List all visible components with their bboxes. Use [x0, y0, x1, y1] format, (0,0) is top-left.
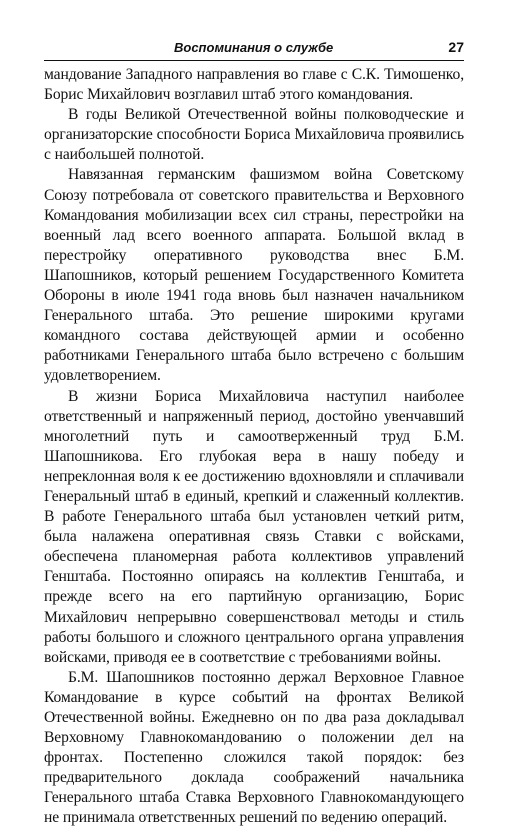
paragraph-1: мандование Западного направления во главе с С.К. Тимошенко, Борис Михайлович возглавил штаб этого командования.: [44, 66, 464, 104]
paragraph-2: В годы Великой Отечественной войны полководческие и организаторские способности Бориса Михайловича проявились с наибольшей полнотой.: [44, 106, 464, 164]
body-text: [44, 65, 464, 829]
running-header: [44, 38, 464, 61]
book-page: [44, 38, 464, 829]
paragraph-5: Б.М. Шапошников постоянно держал Верховное Главное Командование в курсе событий на фронтах Великой Отечественной войны. Ежедневно он по два раза докладывал Верховному Главнокомандованию о положении дел на фронтах. Постепенно сложился такой порядок: без предварительного доклада соображений начальника Генерального штаба Ставка Верховного Главнокомандующего не принимала ответственных решений по ведению операций.: [44, 668, 464, 827]
paragraph-3: Навязанная германским фашизмом война Советскому Союзу потребовала от советского правительства и Верховного Командования мобилизации всех сил страны, перестройки на военный лад всего военного аппарата. Большой вклад в перестройку оперативного руководства внес Б.М. Шапошников, который решением Государственного Комитета Обороны в июле 1941 года вновь был назначен начальником Генерального штаба. Это решение широкими кругами командного состава действующей армии и особенно работниками Генерального штаба было встречено с большим удовлетворением.: [44, 166, 464, 385]
paragraph-4: В жизни Бориса Михайловича наступил наиболее ответственный и напряженный период, достойно увенчавший многолетний путь и самоотверженный труд Б.М. Шапошникова. Его глубокая вера в нашу победу и непреклонная воля к ее достижению вдохновляли и сплачивали Генеральный штаб в единый, крепкий и слаженный коллектив. В работе Генерального штаба был установлен четкий ритм, была налажена оперативная связь Ставки с войсками, обеспечена планомерная работа коллективов управлений Генштаба. Постоянно опираясь на коллектив Генштаба, и прежде всего на его партийную организацию, Борис Михайлович непрерывно совершенствовал методы и стиль работы большого и сложного центрального органа управления войсками, приводя ее в соответствие с требованиями войны.: [44, 387, 464, 666]
running-title: Воспоминания о службе: [174, 40, 334, 55]
page-number: 27: [448, 39, 464, 55]
